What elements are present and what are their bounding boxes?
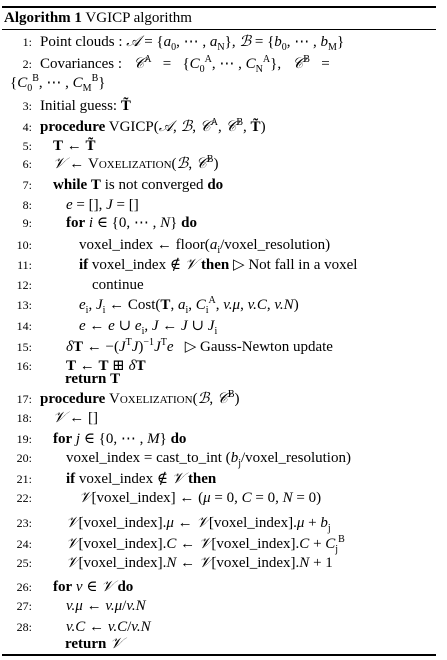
- line-number: 23:: [16, 516, 32, 530]
- line-code: if voxel_index ∉ 𝒱 then: [66, 471, 217, 487]
- line-continuation: return T: [65, 371, 121, 387]
- line-number: 13:: [16, 298, 32, 312]
- line-code: T ← T̃: [53, 138, 96, 154]
- line-code: Point clouds : 𝒜 = {$a_0$, ⋯ , $a_N$}, ℬ = {$b_0$, ⋯ , $b_M$}: [40, 34, 345, 53]
- line-number: 18:: [16, 411, 32, 425]
- line-code: Initial guess: T̃: [40, 98, 131, 114]
- line-code: 𝒱 ← Voxelization(ℬ, 𝒞$^B$): [53, 154, 219, 172]
- line-number: 9:: [22, 216, 32, 230]
- line-number: 24:: [16, 537, 32, 551]
- line-continuation: return 𝒱: [65, 636, 123, 652]
- line-number: 20:: [16, 451, 32, 465]
- line-code: voxel_index = cast_to_int $(b_j/voxel\_resolution)$: [66, 450, 351, 469]
- line-number: 22:: [16, 491, 32, 505]
- line-number: 3:: [22, 99, 32, 113]
- line-code: 𝒱[voxel_index] ← (μ = 0, C = 0, N = 0): [79, 490, 322, 506]
- algorithm-label: Algorithm 1: [4, 10, 82, 26]
- line-number: 21:: [16, 472, 32, 486]
- line-code: T ← T ⊞ δT: [66, 358, 146, 374]
- line-number: 28:: [16, 620, 32, 634]
- line-number: 8:: [22, 198, 32, 212]
- line-number: 25:: [16, 556, 32, 570]
- algorithm-title: [4, 8, 192, 28]
- line-number: 2:: [22, 57, 32, 71]
- line-number: 4:: [22, 120, 32, 134]
- line-code: 𝒱[voxel_index].N ← 𝒱[voxel_index].N + 1: [66, 555, 333, 571]
- line-number: 1:: [22, 35, 32, 49]
- line-number: 17:: [16, 392, 32, 406]
- line-code: procedure VGICP(𝒜, ℬ, 𝒞$^A$, 𝒞$^B$, T̃): [40, 117, 266, 135]
- line-code: e = [], J = []: [66, 197, 139, 213]
- line-number: 19:: [16, 432, 32, 446]
- line-number: 5:: [22, 139, 32, 153]
- line-code: if voxel_index ∉ 𝒱 then ▷ Not fall in a voxel: [79, 257, 358, 273]
- line-number: 7:: [22, 178, 32, 192]
- line-code: 𝒱[voxel_index].μ ← 𝒱[voxel_index].μ + $b_j$: [66, 515, 331, 534]
- line-code: while T is not converged do: [53, 177, 224, 193]
- line-number: 12:: [16, 278, 32, 292]
- line-code: continue: [92, 277, 144, 293]
- line-code: for j ∈ {0, ⋯ , M} do: [53, 431, 187, 447]
- line-number: 26:: [16, 580, 32, 594]
- line-code: v.C ← v.C/v.N: [66, 619, 151, 635]
- line-number: 16:: [16, 359, 32, 373]
- line-continuation: {$C_0^B$, ⋯ , $C_M^B$}: [10, 73, 106, 94]
- line-code: Covariances : 𝒞$^A$ = {$C_0^A$, ⋯ , $C_N^A$}, 𝒞$^B$ =: [40, 54, 330, 75]
- title-rule: [2, 29, 436, 30]
- algorithm-name: VGICP algorithm: [85, 10, 192, 26]
- line-code: voxel_index ← $floor(a_i/voxel\_resolution)$: [79, 237, 331, 256]
- line-code: v.μ ← v.μ/v.N: [66, 598, 146, 614]
- line-number: 6:: [22, 157, 32, 171]
- line-number: 15:: [16, 340, 32, 354]
- line-code: 𝒱[voxel_index].C ← 𝒱[voxel_index].C + $C_j^B$: [66, 534, 345, 555]
- line-number: 27:: [16, 599, 32, 613]
- line-code: δT ← $-(J^TJ)^{-1}J^Te$ ▷ Gauss-Newton update: [66, 337, 333, 355]
- line-number: 14:: [16, 319, 32, 333]
- line-number: 11:: [17, 258, 32, 272]
- line-code: 𝒱 ← []: [53, 410, 98, 426]
- line-code: $e_i$, $J_i$ ← Cost(T, $a_i$, $C_i^A$, v.μ, v.C, v.N): [79, 295, 299, 316]
- line-code: procedure Voxelization(ℬ, 𝒞$^B$): [40, 389, 240, 407]
- line-code: e ← e ∪ $e_i$, J ← J ∪ $J_i$: [79, 318, 218, 337]
- line-code: for i ∈ {0, ⋯ , N} do: [66, 215, 197, 231]
- bottom-rule: [2, 654, 436, 656]
- line-number: 10:: [16, 238, 32, 252]
- line-code: for v ∈ 𝒱 do: [53, 579, 134, 595]
